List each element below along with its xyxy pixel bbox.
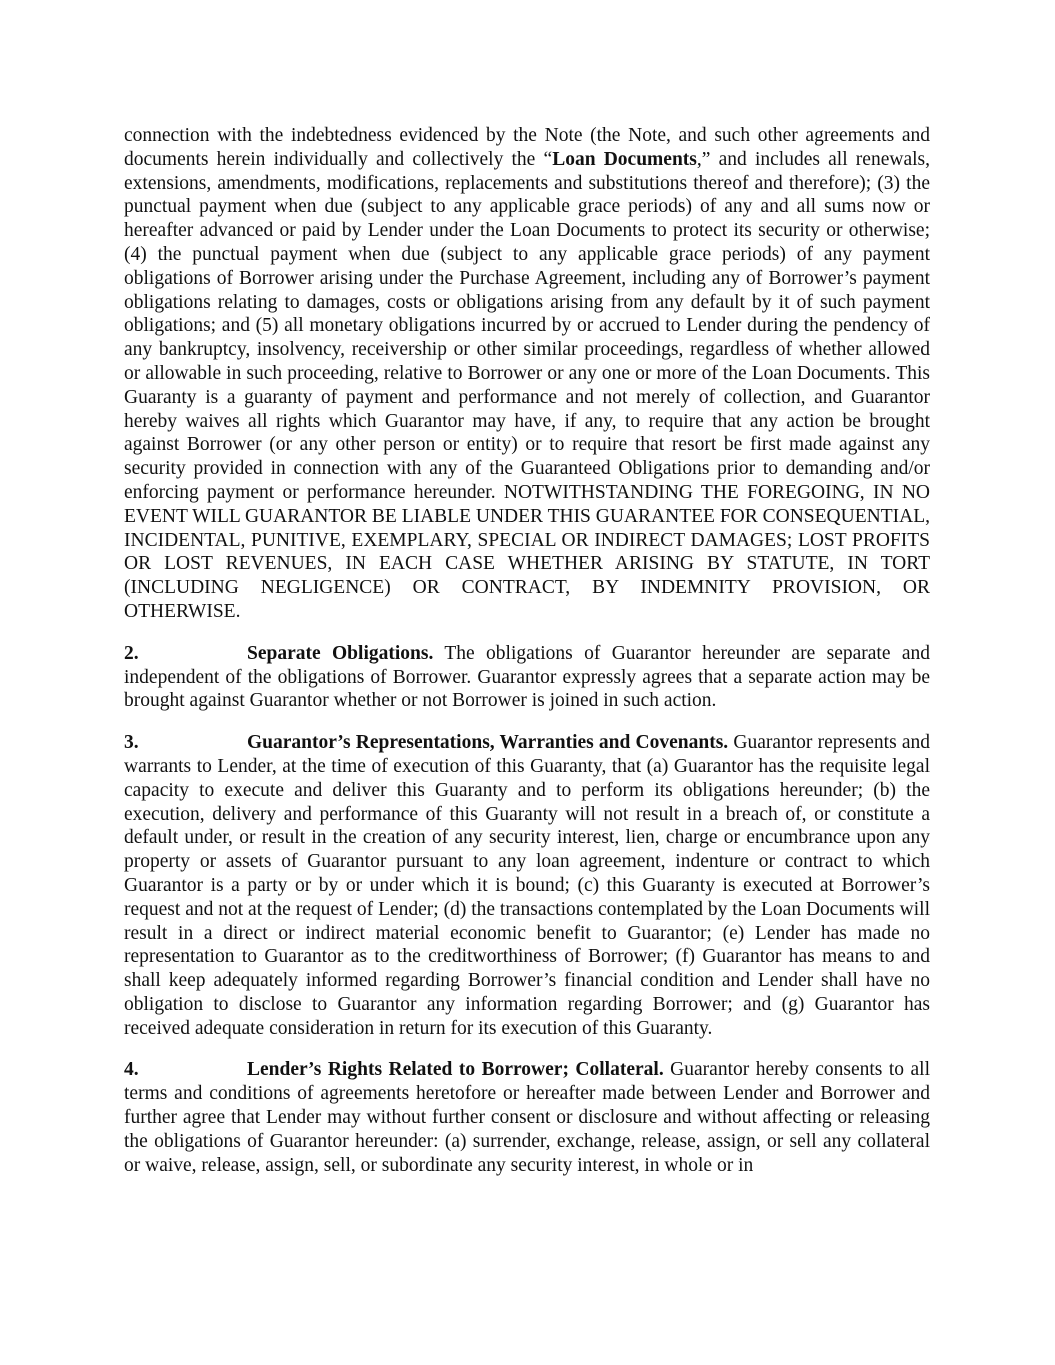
section-body: Guarantor represents and warrants to Lender, at the time of execution of this Guaranty, that (a) Guarantor has the requisite legal capacity to execute and deliver this Guaranty and to perform its obligations hereunder; (b) the execution, delivery and performance of this Guaranty will not result in a breach of, or constitute a default under, or result in the creation of any security interest, lien, charge or encumbrance upon any property or assets of Guarantor pursuant to any loan agreement, indenture or contract to which Guarantor is a party or by or under which it is bound; (c) this Guaranty is executed at Borrower’s request and not at the request of Lender; (d) the transactions contemplated by the Loan Documents will result in a direct or indirect material economic benefit to Guarantor; (e) Lender has made no representation to Guarantor as to the creditworthiness of Borrower; (f) Guarantor has means to and shall keep adequately informed regarding Borrower’s financial condition and Lender shall have no obligation to disclose to Guarantor any information regarding Borrower; and (g) Guarantor has received adequate consideration in return for its execution of this Guaranty. xyxy=(124,732,931,1039)
section-number: 3. xyxy=(124,732,139,754)
document-page xyxy=(124,124,930,1195)
section-2 xyxy=(124,642,930,713)
paragraph-text-after: ,” and includes all renewals, extensions, amendments, modifications, replacements and substitutions thereof and therefore); (3) the punctual payment when due (subject to any applicable grace periods) of any and all sums now or hereafter advanced or paid by Lender under the Loan Documents to protect its security or otherwise; (4) the punctual payment when due (subject to any applicable grace periods) of any payment obligations of Borrower arising under the Purchase Agreement, including any of Borrower’s payment obligations relating to damages, costs or obligations arising from any default by it of such payment obligations; and (5) all monetary obligations incurred by or accrued to Lender during the pendency of any bankruptcy, insolvency, receivership or other similar proceedings, regardless of whether allowed or allowable in such proceeding, relative to Borrower or any one or more of the Loan Documents. This Guaranty is a guaranty of payment and performance and not merely of collection, and Guarantor hereby waives all rights which Guarantor may have, if any, to require that any action be brought against Borrower (or any other person or entity) or to require that resort be first made against any security provided in connection with any of the Guaranteed Obligations prior to demanding and/or enforcing payment or performance hereunder. NOTWITHSTANDING THE FOREGOING, IN NO EVENT WILL GUARANTOR BE LIABLE UNDER THIS GUARANTEE FOR CONSEQUENTIAL, INCIDENTAL, PUNITIVE, EXEMPLARY, SPECIAL OR INDIRECT DAMAGES; LOST PROFITS OR LOST REVENUES, IN EACH CASE WHETHER ARISING BY STATUTE, IN TORT (INCLUDING NEGLIGENCE) OR CONTRACT, BY INDEMNITY PROVISION, OR OTHERWISE. xyxy=(124,148,930,622)
section-body: The obligations of Guarantor hereunder are separate and independent of the obligations of Borrower. Guarantor expressly agrees that a separate action may be brought against Guarantor whether or not Borrower is joined in such action. xyxy=(124,642,931,712)
section-heading: Separate Obligations. xyxy=(247,642,434,664)
section-heading: Guarantor’s Representations, Warranties and Covenants. xyxy=(247,732,729,754)
section-3 xyxy=(124,731,930,1040)
paragraph-continuation xyxy=(124,124,930,624)
section-number: 2. xyxy=(124,642,139,664)
section-4 xyxy=(124,1058,930,1177)
section-body: Guarantor hereby consents to all terms and conditions of agreements heretofore or hereafter made between Lender and Borrower and further agree that Lender may without further consent or disclosure and without affecting or releasing the obligations of Guarantor hereunder: (a) surrender, exchange, release, assign, or sell any collateral or waive, release, assign, sell, or subordinate any security interest, in whole or in xyxy=(124,1059,931,1176)
defined-term-loan-documents: Loan Documents xyxy=(552,148,697,170)
section-heading: Lender’s Rights Related to Borrower; Collateral. xyxy=(247,1059,664,1081)
paragraph-text-before: connection with the indebtedness evidenced by the Note (the Note, and such other agreements and documents herein individually and collectively the “ xyxy=(124,125,930,170)
section-number: 4. xyxy=(124,1059,139,1081)
